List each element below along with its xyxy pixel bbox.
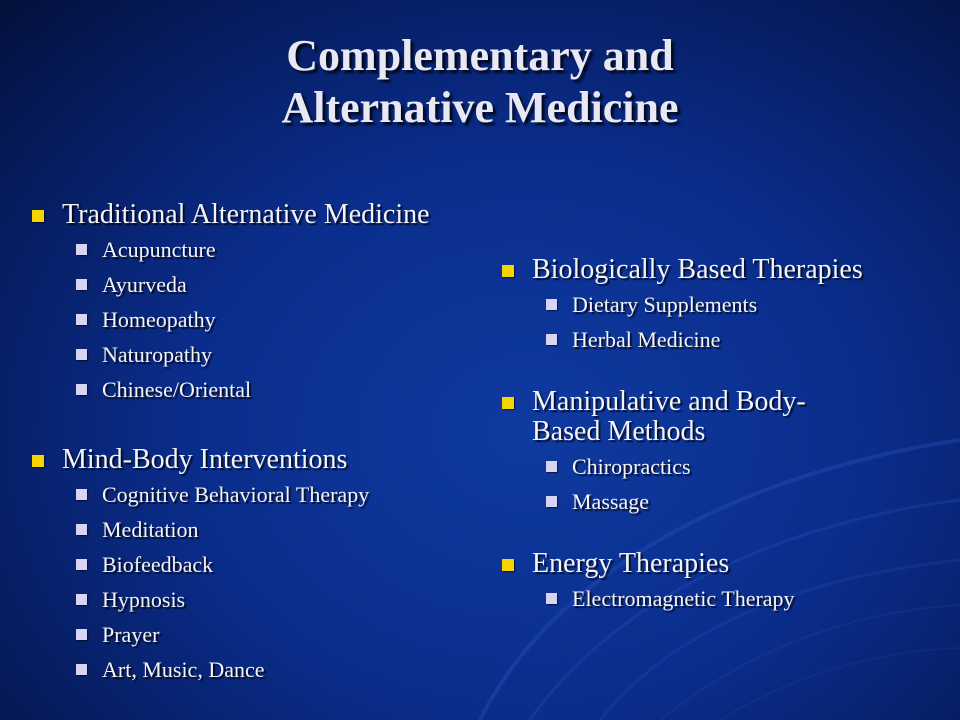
list-item <box>30 582 470 617</box>
square-sub-bullet-icon <box>546 334 557 345</box>
list-item-text: Herbal Medicine <box>572 327 721 352</box>
right-column <box>500 255 920 638</box>
list-item <box>30 512 470 547</box>
list-item <box>30 652 470 687</box>
section-mind-body-interventions <box>30 445 470 687</box>
list-item <box>500 484 920 519</box>
heading-text-line-2: Based Methods <box>532 416 706 447</box>
list-item <box>30 547 470 582</box>
square-sub-bullet-icon <box>76 384 87 395</box>
square-sub-bullet-icon <box>76 524 87 535</box>
square-sub-bullet-icon <box>546 461 557 472</box>
bullet-heading <box>500 255 920 285</box>
heading-text: Mind-Body Interventions <box>62 444 348 475</box>
list-item-text: Cognitive Behavioral Therapy <box>102 482 370 507</box>
list-item-text: Ayurveda <box>102 272 187 297</box>
square-sub-bullet-icon <box>76 314 87 325</box>
section-traditional-alternative-medicine <box>30 200 470 407</box>
list-item-text: Massage <box>572 489 649 514</box>
list-item-text: Meditation <box>102 517 199 542</box>
square-bullet-icon <box>32 455 44 467</box>
heading-text: Energy Therapies <box>532 548 730 579</box>
list-item-text: Prayer <box>102 622 160 647</box>
list-item <box>30 337 470 372</box>
heading-text-line-1: Manipulative and Body- <box>532 386 806 417</box>
list-item <box>500 581 920 616</box>
square-bullet-icon <box>32 210 44 222</box>
left-column <box>30 200 470 709</box>
list-item-text: Homeopathy <box>102 307 216 332</box>
list-item-text: Electromagnetic Therapy <box>572 586 795 611</box>
bullet-heading <box>500 549 920 579</box>
square-sub-bullet-icon <box>76 594 87 605</box>
square-sub-bullet-icon <box>76 349 87 360</box>
list-item-text: Acupuncture <box>102 237 216 262</box>
list-item-text: Hypnosis <box>102 587 186 612</box>
square-sub-bullet-icon <box>546 299 557 310</box>
list-item <box>30 232 470 267</box>
square-sub-bullet-icon <box>546 593 557 604</box>
square-sub-bullet-icon <box>76 279 87 290</box>
list-item-text: Naturopathy <box>102 342 212 367</box>
square-sub-bullet-icon <box>76 489 87 500</box>
list-item <box>500 449 920 484</box>
list-item-text: Dietary Supplements <box>572 292 758 317</box>
list-item <box>500 287 920 322</box>
list-item-text: Biofeedback <box>102 552 214 577</box>
section-manipulative-body-based-methods <box>500 387 920 519</box>
heading-text: Traditional Alternative Medicine <box>62 199 430 230</box>
list-item <box>500 322 920 357</box>
square-sub-bullet-icon <box>546 496 557 507</box>
heading-text: Biologically Based Therapies <box>532 254 863 285</box>
title-line-1: Complementary and <box>286 31 674 80</box>
title-line-2: Alternative Medicine <box>281 83 679 132</box>
list-item <box>30 302 470 337</box>
list-item <box>30 267 470 302</box>
list-item-text: Chiropractics <box>572 454 691 479</box>
section-biologically-based-therapies <box>500 255 920 357</box>
list-item <box>30 617 470 652</box>
square-bullet-icon <box>502 559 514 571</box>
square-sub-bullet-icon <box>76 664 87 675</box>
square-sub-bullet-icon <box>76 244 87 255</box>
square-sub-bullet-icon <box>76 559 87 570</box>
slide-title <box>0 30 960 134</box>
section-energy-therapies <box>500 549 920 616</box>
list-item <box>30 372 470 407</box>
square-bullet-icon <box>502 397 514 409</box>
list-item-text: Art, Music, Dance <box>102 657 265 682</box>
square-sub-bullet-icon <box>76 629 87 640</box>
list-item-text: Chinese/Oriental <box>102 377 252 402</box>
bullet-heading <box>30 445 470 475</box>
list-item <box>30 477 470 512</box>
bullet-heading <box>500 387 920 447</box>
bullet-heading <box>30 200 470 230</box>
square-bullet-icon <box>502 265 514 277</box>
